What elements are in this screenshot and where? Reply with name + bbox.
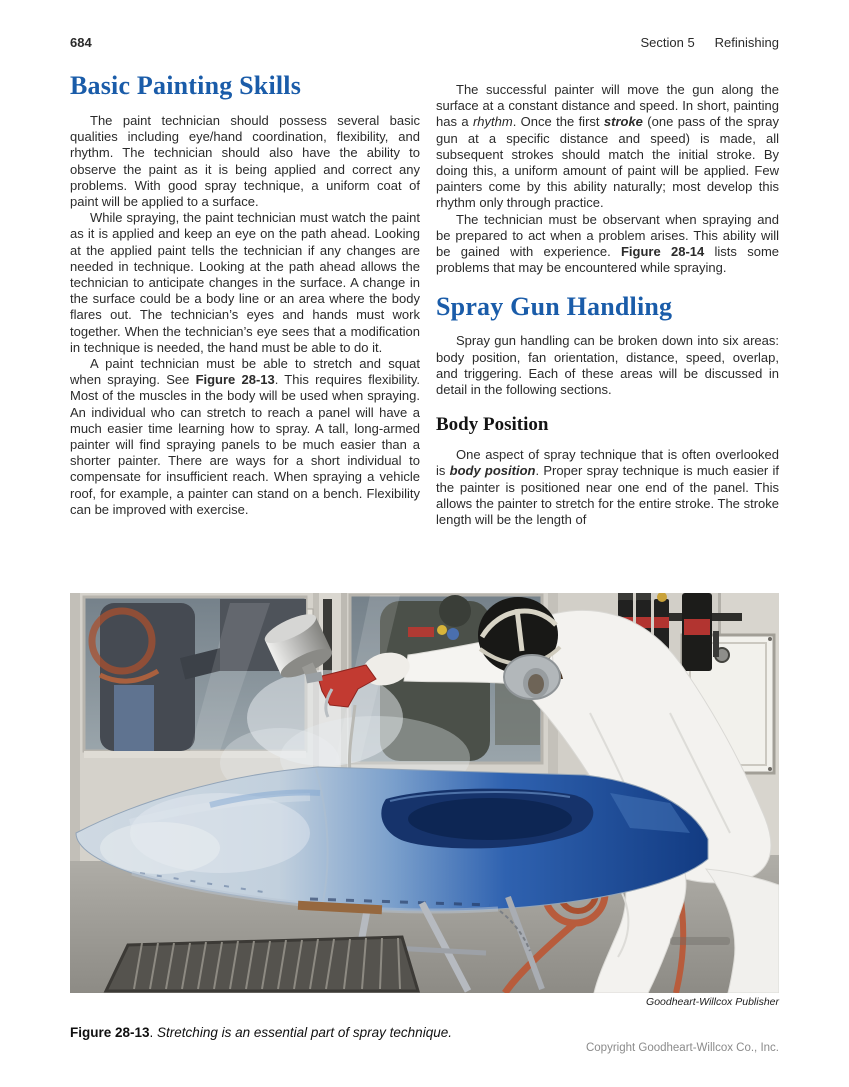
figure-reference: Figure 28-13 <box>195 372 275 388</box>
photo-credit: Goodheart-Willcox Publisher <box>646 996 779 1008</box>
text-run: lists some problems that may be encountered while spraying. <box>436 244 779 276</box>
key-term: stroke <box>603 114 643 130</box>
caption-text: Stretching is an essential part of spray technique. <box>157 1024 452 1040</box>
figure-label: Figure 28-13 <box>70 1024 150 1040</box>
text-run: (one pass of the spray gun at a specific distance and speed) is made, all subsequent strokes should match the initial stroke. By doing this, a uniform amount of paint will be applied. Few painters come by this ability naturally; most develop this rhythm only through practice. <box>436 114 779 211</box>
heading-basic-painting-skills: Basic Painting Skills <box>70 71 302 100</box>
paragraph <box>436 82 779 212</box>
left-column <box>70 72 420 518</box>
header-section-title <box>640 36 779 50</box>
copyright-notice: Copyright Goodheart-Willcox Co., Inc. <box>585 1042 779 1054</box>
paragraph <box>436 212 779 277</box>
subheading-body-position: Body Position <box>436 414 549 436</box>
figure-28-13-photo <box>70 593 779 993</box>
paragraph: The paint technician should possess several basic qualities including eye/hand coordination, flexibility, and rhythm. The technician should also have the ability to observe the paint as it is being applied and correct any problems. With good spray technique, a uniform coat of paint will be applied to a surface. <box>70 113 420 210</box>
paragraph <box>436 447 779 528</box>
drain-grate <box>106 937 418 991</box>
paragraph: Spray gun handling can be broken down into six areas: body position, fan orientation, distance, speed, overlap, and triggering. Each of these areas will be discussed in detail in the following sections. <box>436 333 779 398</box>
section-label: Section 5 <box>640 35 695 50</box>
right-column <box>436 82 779 528</box>
chapter-label: Refinishing <box>714 35 779 50</box>
heading-spray-gun-handling: Spray Gun Handling <box>436 292 673 322</box>
page-number: 684 <box>70 35 92 50</box>
text-run: The technician must be observant when spraying and be prepared to act when a problem arises. This ability will be gained with experience. <box>436 211 779 260</box>
running-header <box>70 36 779 50</box>
key-term: body position <box>449 463 536 479</box>
text-run: . Proper spray technique is much easier if the painter is positioned near one end of the panel. This allows the painter to stretch for the entire stroke. The stroke length will be the length of <box>436 463 779 528</box>
floor-mark <box>670 937 730 945</box>
text-run: A paint technician must be able to stretch and squat when spraying. See <box>70 356 420 388</box>
figure-reference: Figure 28-14 <box>620 244 705 260</box>
respirator-mask <box>504 655 560 699</box>
caption-separator: . <box>149 1024 158 1040</box>
figure-caption <box>70 1025 779 1040</box>
text-run: . This requires flexibility. Most of the muscles in the body will be used when spraying. An individual who can stretch to reach a panel will have a much easier time learning how to spray. A tall, long-armed painter will find spraying panels to be much easier than a shorter painter. There are ways for a short individual to compensate for insufficient reach. When spraying a vehicle roof, for example, a painter can stand on a bench. Flexibility can be improved with exercise. <box>70 372 420 517</box>
emphasized-term: rhythm <box>472 114 513 130</box>
paragraph <box>70 356 420 518</box>
text-run: The successful painter will move the gun along the surface at a constant distance and speed. In short, painting has a <box>436 82 779 130</box>
paragraph: While spraying, the paint technician must watch the paint as it is applied and keep an eye on the path ahead. Looking at the applied paint tells the technician if any changes are needed in technique. Looking at the path ahead allows the technician to anticipate changes in the surface. A change in the surface could be a body line or an area where the body flares out. The technician’s eyes and hands must work together. When the technician’s eye sees that a modification in technique is needed, the hand must be able to do it. <box>70 210 420 355</box>
spray-booth-photo <box>70 593 779 993</box>
text-run: . Once the first <box>512 114 604 130</box>
text-run: One aspect of spray technique that is often overlooked is <box>436 447 779 479</box>
